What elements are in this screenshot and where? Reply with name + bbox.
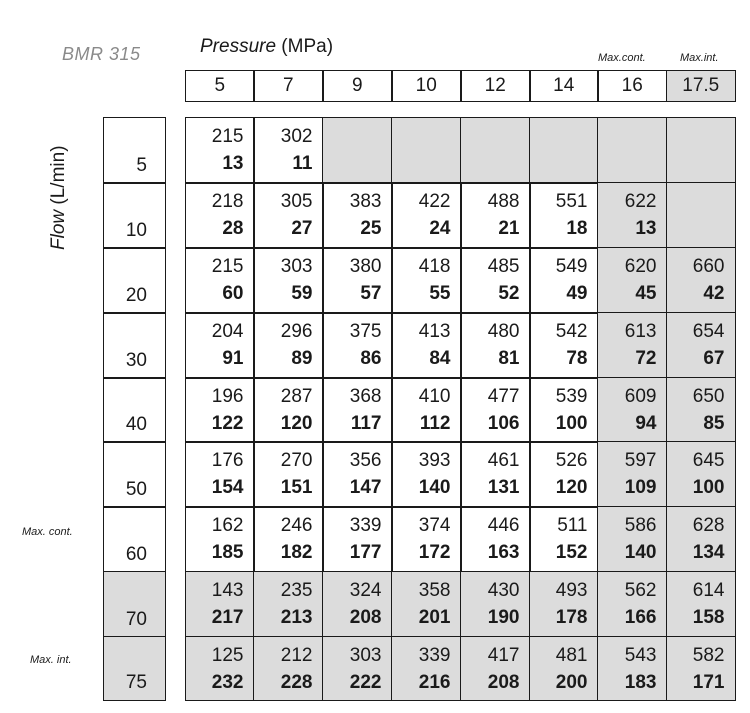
cell-top-value: 650 — [692, 386, 725, 407]
cell-bottom-value: 200 — [555, 672, 588, 693]
cell-top-value: 586 — [624, 515, 657, 536]
data-cell — [185, 182, 255, 249]
data-cell — [597, 182, 668, 249]
data-cell — [322, 312, 393, 379]
cell-top-value: 302 — [280, 126, 313, 147]
data-cell — [253, 117, 324, 184]
cell-bottom-value: 100 — [692, 477, 725, 498]
data-cell — [666, 312, 736, 379]
cell-bottom-value: 120 — [555, 477, 588, 498]
cell-top-value: 143 — [211, 580, 244, 601]
cell-bottom-value: 24 — [429, 218, 451, 239]
data-cell — [391, 182, 462, 249]
flow-unit: (L/min) — [48, 145, 69, 210]
flow-cell-5 — [103, 117, 166, 184]
cell-bottom-value: 152 — [555, 542, 588, 563]
cell-bottom-value: 190 — [487, 607, 520, 628]
cell-top-value: 539 — [555, 386, 588, 407]
cell-bottom-value: 42 — [703, 283, 725, 304]
cell-top-value: 287 — [280, 386, 313, 407]
pressure-axis-title — [200, 36, 333, 58]
data-cell — [597, 506, 668, 573]
cell-top-value: 125 — [211, 645, 244, 666]
data-cell — [185, 117, 255, 184]
data-cell — [666, 506, 736, 573]
flow-cell-75 — [103, 636, 166, 701]
pressure-header-9: 9 — [322, 70, 393, 102]
data-cell — [322, 441, 393, 508]
data-cell — [597, 377, 668, 443]
data-cell — [253, 182, 324, 249]
cell-top-value: 212 — [280, 645, 313, 666]
cell-top-value: 368 — [349, 386, 382, 407]
cell-bottom-value: 140 — [418, 477, 451, 498]
model-label: BMR 315 — [62, 44, 141, 64]
cell-top-value: 235 — [280, 580, 313, 601]
cell-bottom-value: 201 — [418, 607, 451, 628]
cell-bottom-value: 228 — [280, 672, 313, 693]
cell-top-value: 660 — [692, 256, 725, 277]
cell-top-value: 176 — [211, 450, 244, 471]
cell-bottom-value: 208 — [349, 607, 382, 628]
cell-bottom-value: 49 — [566, 283, 588, 304]
data-cell — [322, 182, 393, 249]
cell-top-value: 218 — [211, 191, 244, 212]
data-cell — [529, 571, 599, 638]
data-cell — [460, 571, 531, 638]
empty-cell — [666, 117, 736, 184]
cell-top-value: 488 — [487, 191, 520, 212]
data-cell — [185, 636, 255, 701]
cell-bottom-value: 172 — [418, 542, 451, 563]
cell-top-value: 417 — [487, 645, 520, 666]
pressure-unit: (MPa) — [276, 36, 334, 57]
data-cell — [529, 441, 599, 508]
cell-bottom-value: 18 — [566, 218, 588, 239]
cell-top-value: 551 — [555, 191, 588, 212]
data-cell — [391, 571, 462, 638]
cell-top-value: 622 — [624, 191, 657, 212]
data-cell — [597, 312, 668, 379]
data-cell — [391, 377, 462, 443]
data-cell — [391, 247, 462, 314]
pressure-header-7: 7 — [253, 70, 324, 102]
cell-bottom-value: 217 — [211, 607, 244, 628]
cell-top-value: 446 — [487, 515, 520, 536]
data-cell — [460, 247, 531, 314]
cell-bottom-value: 117 — [350, 413, 382, 434]
flow-cell-40 — [103, 377, 166, 443]
cell-top-value: 374 — [418, 515, 451, 536]
flow-value: 40 — [125, 413, 147, 435]
cell-bottom-value: 134 — [692, 542, 725, 563]
flow-value: 60 — [125, 543, 147, 565]
cell-bottom-value: 166 — [624, 607, 657, 628]
cell-bottom-value: 60 — [222, 283, 244, 304]
data-cell — [185, 571, 255, 638]
cell-top-value: 324 — [349, 580, 382, 601]
cell-top-value: 246 — [280, 515, 313, 536]
cell-top-value: 303 — [280, 256, 313, 277]
cell-bottom-value: 106 — [487, 413, 520, 434]
pressure-header-14: 14 — [529, 70, 599, 102]
cell-bottom-value: 147 — [349, 477, 382, 498]
cell-top-value: 413 — [418, 321, 451, 342]
cell-top-value: 410 — [418, 386, 451, 407]
cell-bottom-value: 122 — [211, 413, 244, 434]
data-cell — [529, 247, 599, 314]
data-cell — [185, 247, 255, 314]
cell-top-value: 628 — [692, 515, 725, 536]
cell-top-value: 480 — [487, 321, 520, 342]
cell-bottom-value: 213 — [280, 607, 313, 628]
cell-top-value: 609 — [624, 386, 657, 407]
data-cell — [322, 636, 393, 701]
cell-top-value: 613 — [624, 321, 657, 342]
flow-value: 30 — [125, 349, 147, 371]
data-cell — [529, 636, 599, 701]
cell-top-value: 339 — [349, 515, 382, 536]
data-cell — [185, 441, 255, 508]
data-cell — [253, 636, 324, 701]
cell-bottom-value: 13 — [635, 218, 657, 239]
flow-value: 70 — [125, 608, 147, 630]
data-cell — [185, 377, 255, 443]
data-cell — [666, 377, 736, 443]
cell-top-value: 597 — [624, 450, 657, 471]
cell-top-value: 215 — [211, 126, 244, 147]
cell-top-value: 549 — [555, 256, 588, 277]
data-cell — [253, 441, 324, 508]
cell-top-value: 485 — [487, 256, 520, 277]
data-cell — [460, 441, 531, 508]
col-note-max-int: Max.int. — [680, 52, 719, 64]
data-cell — [460, 506, 531, 573]
cell-bottom-value: 89 — [291, 348, 313, 369]
cell-bottom-value: 52 — [498, 283, 520, 304]
data-cell — [666, 636, 736, 701]
cell-top-value: 526 — [555, 450, 588, 471]
data-cell — [253, 312, 324, 379]
cell-bottom-value: 109 — [624, 477, 657, 498]
data-cell — [185, 506, 255, 573]
data-cell — [529, 506, 599, 573]
cell-bottom-value: 13 — [222, 153, 244, 174]
flow-value: 10 — [125, 219, 147, 241]
data-cell — [322, 571, 393, 638]
cell-top-value: 493 — [555, 580, 588, 601]
pressure-header-10: 10 — [391, 70, 462, 102]
data-cell — [391, 506, 462, 573]
pressure-header-17.5: 17.5 — [666, 70, 736, 102]
cell-top-value: 481 — [555, 645, 588, 666]
empty-cell — [460, 117, 531, 184]
data-cell — [322, 506, 393, 573]
cell-bottom-value: 72 — [635, 348, 657, 369]
data-cell — [529, 182, 599, 249]
cell-top-value: 620 — [624, 256, 657, 277]
cell-bottom-value: 140 — [624, 542, 657, 563]
cell-bottom-value: 21 — [498, 218, 520, 239]
empty-cell — [529, 117, 599, 184]
cell-top-value: 196 — [211, 386, 244, 407]
data-cell — [253, 377, 324, 443]
flow-cell-30 — [103, 312, 166, 379]
cell-top-value: 511 — [557, 515, 588, 536]
cell-bottom-value: 94 — [635, 413, 657, 434]
cell-bottom-value: 178 — [555, 607, 588, 628]
cell-bottom-value: 177 — [349, 542, 382, 563]
data-cell — [597, 571, 668, 638]
cell-bottom-value: 45 — [635, 283, 657, 304]
data-cell — [460, 182, 531, 249]
cell-bottom-value: 183 — [624, 672, 657, 693]
data-cell — [391, 636, 462, 701]
data-cell — [529, 377, 599, 443]
cell-top-value: 645 — [692, 450, 725, 471]
cell-bottom-value: 78 — [566, 348, 588, 369]
pressure-header-5: 5 — [185, 70, 255, 102]
cell-bottom-value: 154 — [211, 477, 244, 498]
cell-top-value: 270 — [280, 450, 313, 471]
cell-top-value: 582 — [692, 645, 725, 666]
pressure-word: Pressure — [200, 36, 277, 57]
cell-bottom-value: 25 — [360, 218, 382, 239]
cell-bottom-value: 11 — [292, 153, 313, 174]
cell-top-value: 356 — [349, 450, 382, 471]
cell-top-value: 654 — [692, 321, 725, 342]
row-note-max-cont: Max. cont. — [22, 526, 73, 538]
cell-bottom-value: 91 — [222, 348, 244, 369]
cell-bottom-value: 81 — [498, 348, 520, 369]
cell-top-value: 380 — [349, 256, 382, 277]
cell-bottom-value: 171 — [692, 672, 725, 693]
data-cell — [253, 506, 324, 573]
cell-bottom-value: 222 — [349, 672, 382, 693]
cell-bottom-value: 84 — [429, 348, 451, 369]
data-cell — [666, 571, 736, 638]
cell-top-value: 375 — [349, 321, 382, 342]
flow-cell-70 — [103, 571, 166, 638]
data-cell — [666, 441, 736, 508]
data-cell — [185, 312, 255, 379]
cell-top-value: 542 — [555, 321, 588, 342]
cell-top-value: 305 — [280, 191, 313, 212]
data-cell — [529, 312, 599, 379]
data-cell — [597, 636, 668, 701]
cell-top-value: 204 — [211, 321, 244, 342]
flow-value: 75 — [125, 671, 147, 693]
cell-top-value: 303 — [349, 645, 382, 666]
cell-top-value: 296 — [280, 321, 313, 342]
empty-cell — [597, 117, 668, 184]
row-note-max-int: Max. int. — [30, 654, 72, 666]
cell-bottom-value: 27 — [291, 218, 313, 239]
data-cell — [322, 377, 393, 443]
flow-cell-60 — [103, 506, 166, 573]
flow-value: 5 — [136, 154, 147, 176]
flow-value: 20 — [125, 284, 147, 306]
cell-bottom-value: 28 — [222, 218, 244, 239]
cell-bottom-value: 120 — [280, 413, 313, 434]
cell-top-value: 422 — [418, 191, 451, 212]
flow-cell-10 — [103, 182, 166, 249]
cell-top-value: 162 — [211, 515, 244, 536]
data-cell — [597, 247, 668, 314]
cell-top-value: 614 — [692, 580, 725, 601]
data-cell — [460, 377, 531, 443]
col-note-max-cont: Max.cont. — [598, 52, 646, 64]
cell-top-value: 430 — [487, 580, 520, 601]
data-cell — [322, 247, 393, 314]
cell-top-value: 477 — [487, 386, 520, 407]
flow-cell-50 — [103, 441, 166, 508]
cell-bottom-value: 208 — [487, 672, 520, 693]
flow-word: Flow — [48, 209, 69, 250]
cell-bottom-value: 100 — [555, 413, 588, 434]
cell-bottom-value: 57 — [360, 283, 382, 304]
cell-top-value: 418 — [418, 256, 451, 277]
cell-top-value: 339 — [418, 645, 451, 666]
pressure-header-12: 12 — [460, 70, 531, 102]
cell-bottom-value: 131 — [487, 477, 520, 498]
cell-bottom-value: 112 — [419, 413, 451, 434]
data-cell — [597, 441, 668, 508]
cell-bottom-value: 163 — [487, 542, 520, 563]
empty-cell — [666, 182, 736, 249]
cell-bottom-value: 216 — [418, 672, 451, 693]
empty-cell — [391, 117, 462, 184]
cell-bottom-value: 185 — [211, 542, 244, 563]
cell-top-value: 562 — [624, 580, 657, 601]
data-cell — [391, 312, 462, 379]
cell-bottom-value: 59 — [291, 283, 313, 304]
cell-top-value: 543 — [624, 645, 657, 666]
data-cell — [253, 571, 324, 638]
cell-bottom-value: 182 — [280, 542, 313, 563]
flow-value: 50 — [125, 478, 147, 500]
cell-top-value: 393 — [418, 450, 451, 471]
cell-bottom-value: 151 — [280, 477, 313, 498]
flow-cell-20 — [103, 247, 166, 314]
cell-top-value: 383 — [349, 191, 382, 212]
cell-bottom-value: 85 — [703, 413, 725, 434]
cell-bottom-value: 158 — [692, 607, 725, 628]
cell-top-value: 358 — [418, 580, 451, 601]
data-cell — [460, 312, 531, 379]
cell-bottom-value: 86 — [360, 348, 382, 369]
pressure-header-16: 16 — [597, 70, 668, 102]
cell-bottom-value: 55 — [429, 283, 451, 304]
data-cell — [253, 247, 324, 314]
data-cell — [391, 441, 462, 508]
cell-bottom-value: 232 — [211, 672, 244, 693]
data-cell — [666, 247, 736, 314]
cell-bottom-value: 67 — [703, 348, 725, 369]
cell-top-value: 461 — [487, 450, 520, 471]
cell-top-value: 215 — [211, 256, 244, 277]
empty-cell — [322, 117, 393, 184]
data-cell — [460, 636, 531, 701]
